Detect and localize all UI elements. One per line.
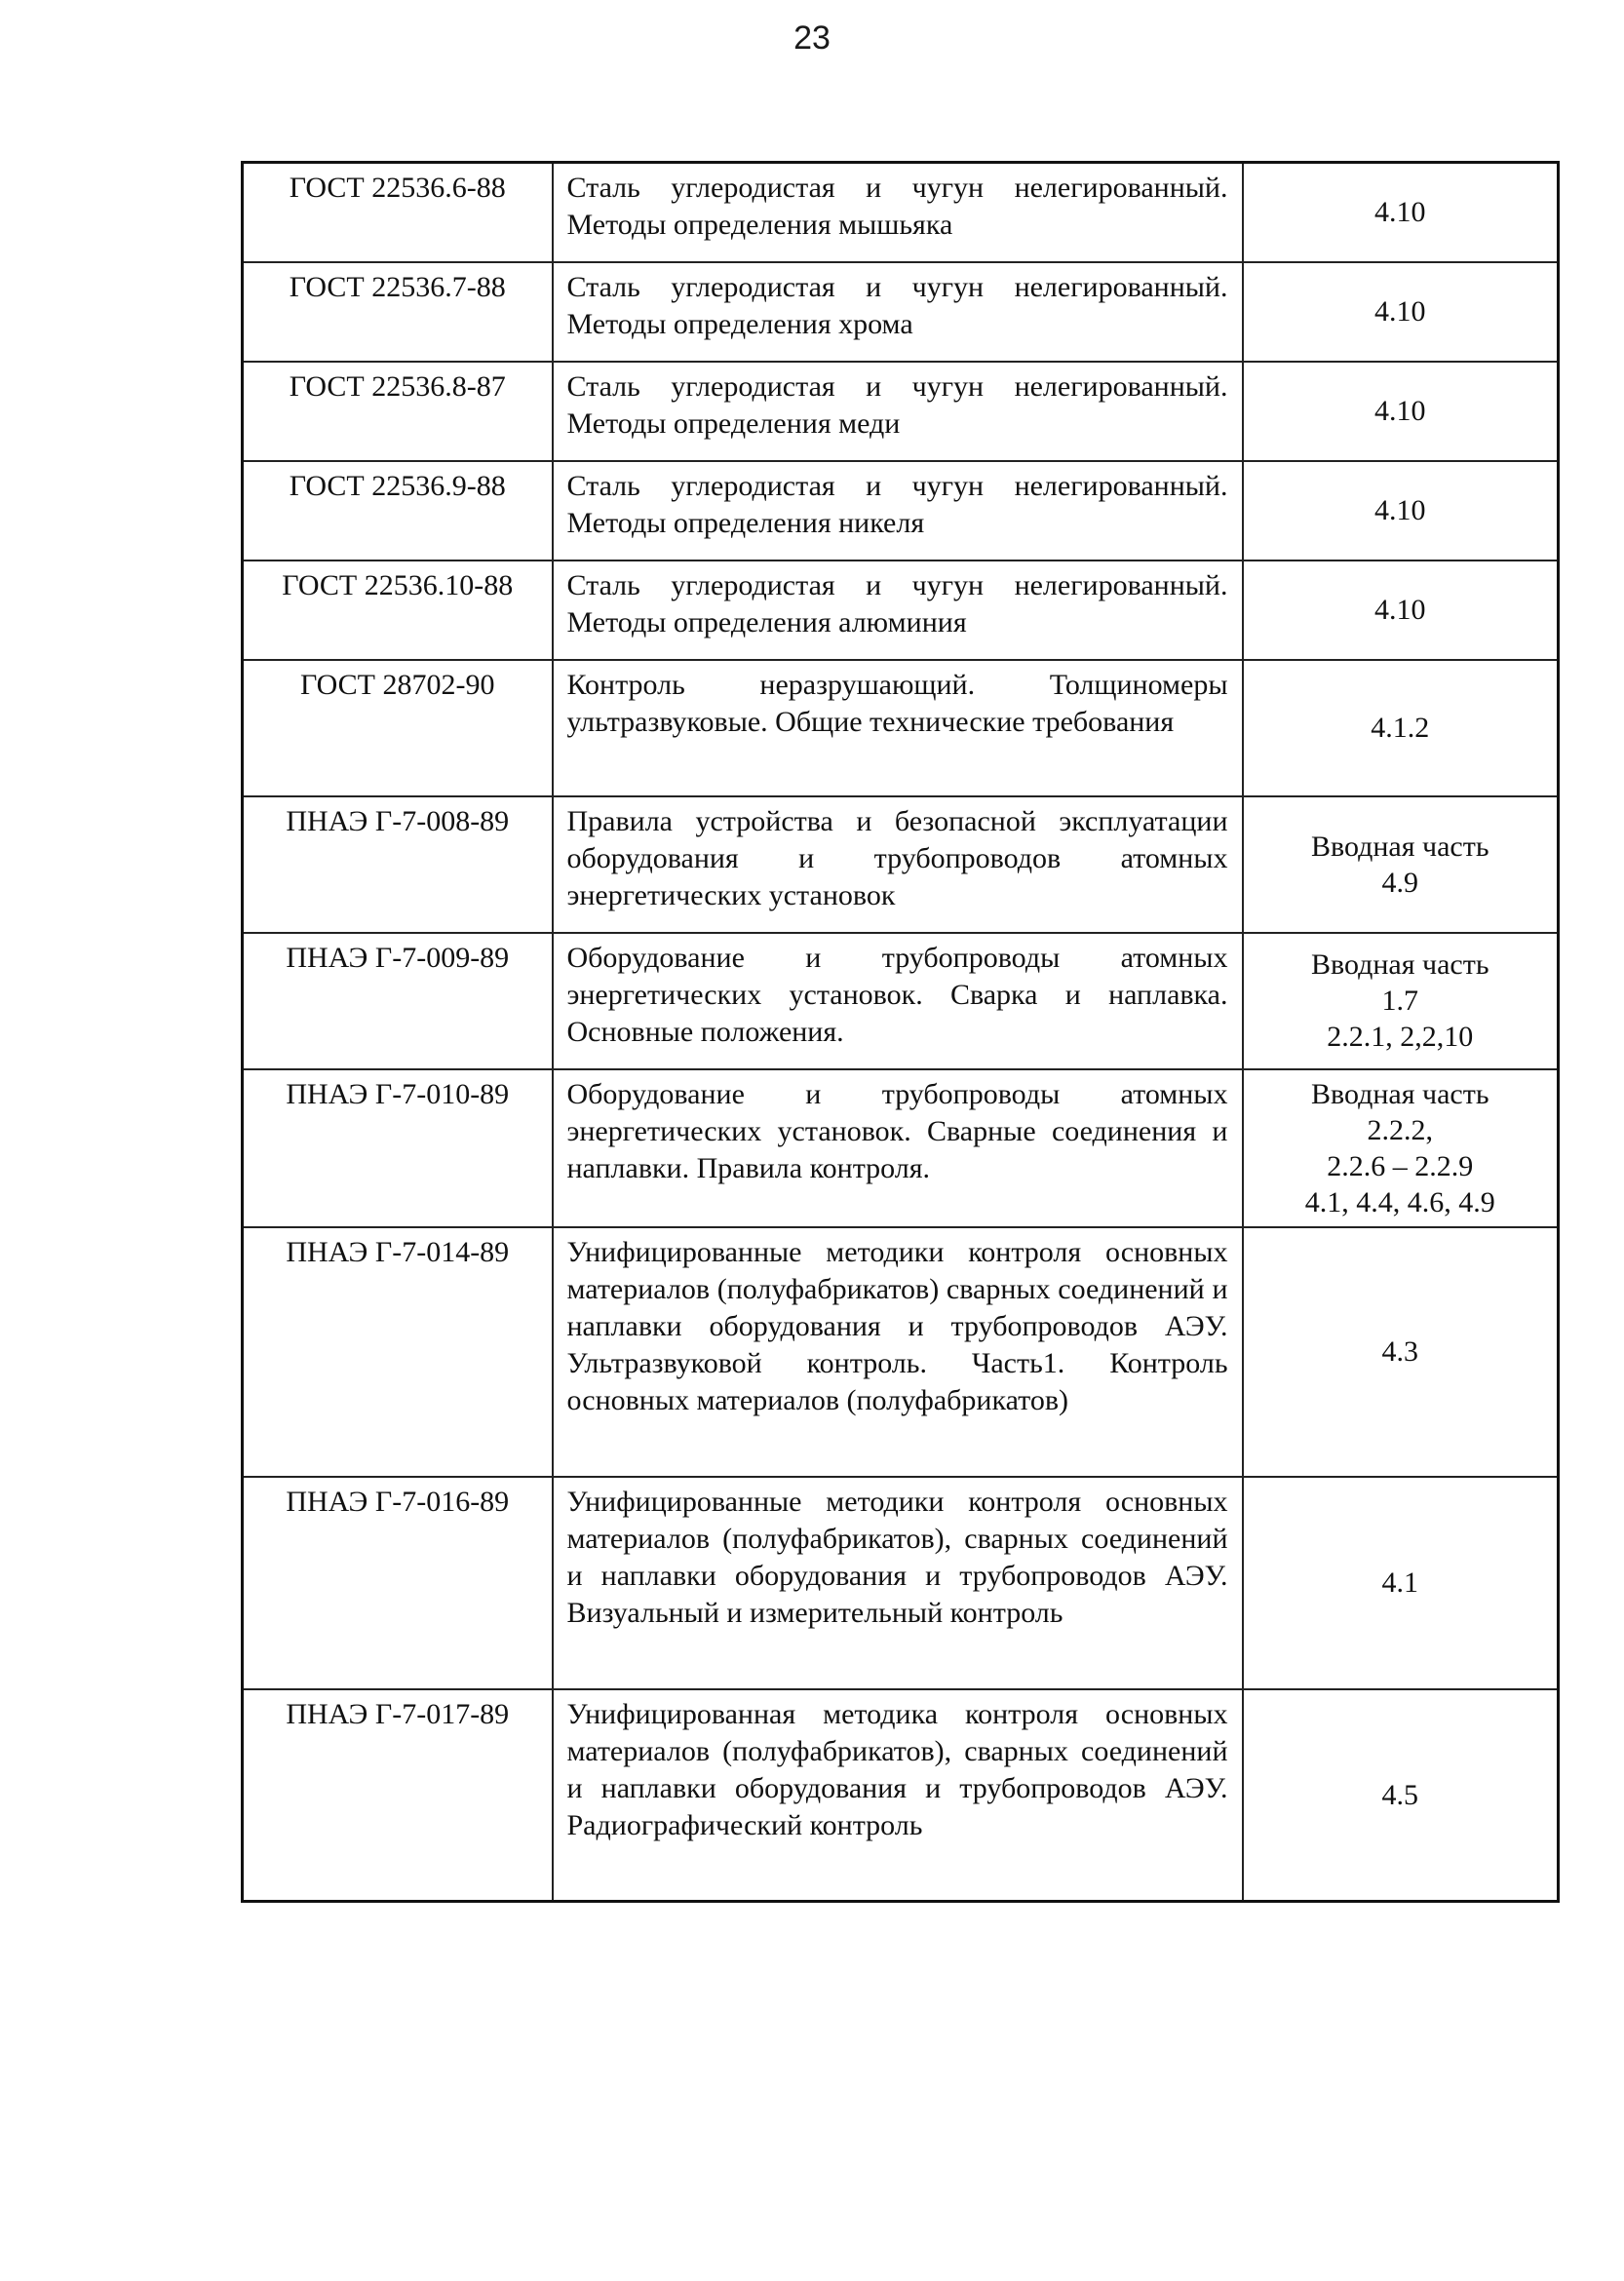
document-code: ГОСТ 22536.7-88 (243, 262, 553, 362)
referenced-sections (1243, 933, 1559, 1069)
document-code: ПНАЭ Г-7-016-89 (243, 1477, 553, 1689)
document-code: ПНАЭ Г-7-009-89 (243, 933, 553, 1069)
page-number: 23 (793, 19, 831, 57)
document-title: Унифицированная методика контроля основных материалов (полуфабрикатов), сварных соединений и наплавки оборудования и трубопроводов АЭУ. Радиографический контроль (553, 1689, 1243, 1902)
document-code: ПНАЭ Г-7-017-89 (243, 1689, 553, 1902)
table-row (243, 561, 1559, 660)
section-number: 4.1 (1381, 1566, 1418, 1599)
section-number: 4.3 (1381, 1335, 1418, 1368)
document-title: Контроль неразрушающий. Толщиномеры ультразвуковые. Общие технические требования (553, 660, 1243, 796)
document-title: Оборудование и трубопроводы атомных энергетических установок. Сварные соединения и наплавки. Правила контроля. (553, 1069, 1243, 1227)
referenced-sections (1243, 1069, 1559, 1227)
table-row (243, 1477, 1559, 1689)
referenced-sections (1243, 1689, 1559, 1902)
section-number: 4.9 (1381, 866, 1418, 899)
section-number: 4.10 (1374, 594, 1426, 626)
document-code: ГОСТ 22536.6-88 (243, 163, 553, 262)
document-title: Правила устройства и безопасной эксплуатации оборудования и трубопроводов атомных энергетических установок (553, 796, 1243, 933)
document-code: ГОСТ 22536.9-88 (243, 461, 553, 561)
section-number: 4.1, 4.4, 4.6, 4.9 (1304, 1185, 1495, 1218)
document-code: ГОСТ 28702-90 (243, 660, 553, 796)
table-row (243, 660, 1559, 796)
referenced-sections (1243, 262, 1559, 362)
referenced-sections (1243, 796, 1559, 933)
referenced-sections (1243, 561, 1559, 660)
section-number: 4.10 (1374, 196, 1426, 229)
section-number: 4.10 (1374, 494, 1426, 526)
referenced-sections (1243, 1477, 1559, 1689)
referenced-sections (1243, 660, 1559, 796)
table-row (243, 933, 1559, 1069)
document-title: Сталь углеродистая и чугун нелегированный. Методы определения алюминия (553, 561, 1243, 660)
document-code: ПНАЭ Г-7-008-89 (243, 796, 553, 933)
document-code: ПНАЭ Г-7-010-89 (243, 1069, 553, 1227)
section-number: 1.7 (1381, 985, 1418, 1017)
table-row (243, 362, 1559, 461)
document-title: Сталь углеродистая и чугун нелегированный. Методы определения меди (553, 362, 1243, 461)
document-title: Оборудование и трубопроводы атомных энергетических установок. Сварка и наплавка. Основные положения. (553, 933, 1243, 1069)
table-row (243, 461, 1559, 561)
table-row (243, 1227, 1559, 1477)
document-code: ГОСТ 22536.10-88 (243, 561, 553, 660)
section-number: 2.2.6 – 2.2.9 (1327, 1149, 1474, 1182)
referenced-sections (1243, 1227, 1559, 1477)
section-number: 4.10 (1374, 395, 1426, 427)
section-number: 4.5 (1381, 1778, 1418, 1811)
section-number: 2.2.1, 2,2,10 (1327, 1021, 1474, 1053)
section-number: 2.2.2, (1367, 1113, 1433, 1146)
document-title: Унифицированные методики контроля основных материалов (полуфабрикатов), сварных соединений и наплавки оборудования и трубопроводов АЭУ. Визуальный и измерительный контроль (553, 1477, 1243, 1689)
document-title: Сталь углеродистая и чугун нелегированный. Методы определения мышьяка (553, 163, 1243, 262)
referenced-sections (1243, 461, 1559, 561)
table-row (243, 1689, 1559, 1902)
document-title: Унифицированные методики контроля основных материалов (полуфабрикатов) сварных соединений и наплавки оборудования и трубопроводов АЭУ. Ультразвуковой контроль. Часть1. Контроль основных материалов (полуфабрикатов) (553, 1227, 1243, 1477)
table-body (243, 163, 1559, 1902)
section-number: 4.1.2 (1371, 712, 1430, 744)
normative-references-table (241, 161, 1560, 1903)
table-row (243, 1069, 1559, 1227)
referenced-sections (1243, 163, 1559, 262)
table-row (243, 796, 1559, 933)
document-title: Сталь углеродистая и чугун нелегированный. Методы определения хрома (553, 262, 1243, 362)
section-number: 4.10 (1374, 295, 1426, 328)
table-row (243, 163, 1559, 262)
section-number: Вводная часть (1310, 948, 1489, 981)
document-code: ГОСТ 22536.8-87 (243, 362, 553, 461)
section-number: Вводная часть (1310, 1077, 1489, 1110)
referenced-sections (1243, 362, 1559, 461)
section-number: Вводная часть (1310, 830, 1489, 863)
document-code: ПНАЭ Г-7-014-89 (243, 1227, 553, 1477)
table-row (243, 262, 1559, 362)
document-title: Сталь углеродистая и чугун нелегированный. Методы определения никеля (553, 461, 1243, 561)
